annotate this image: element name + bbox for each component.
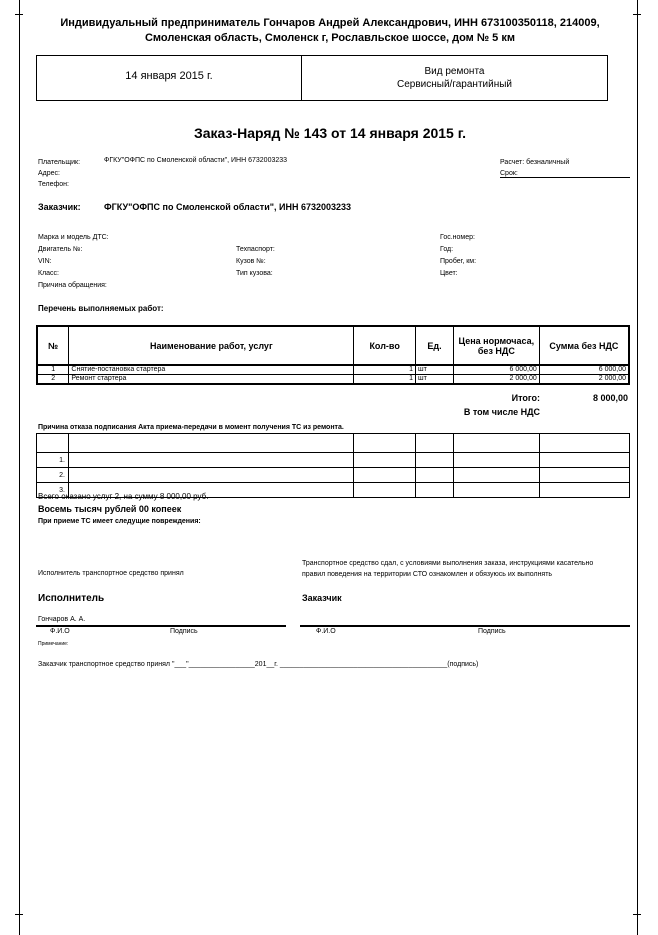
row-unit: шт: [416, 365, 454, 375]
col-name: Наименование работ, услуг: [69, 326, 354, 365]
body-no-label: Кузов №:: [236, 258, 266, 265]
vat-label: В том числе НДС: [463, 407, 540, 417]
col-number: №: [37, 326, 69, 365]
row-number: 2: [37, 375, 69, 385]
refusal-title: Причина отказа подписания Акта приема-передачи в момент получения ТС из ремонта.: [38, 424, 344, 431]
company-header-line1: Индивидуальный предприниматель Гончаров Андрей Александрович, ИНН 673100350118, 214009,: [60, 17, 600, 29]
page-left-border: [19, 0, 20, 935]
received-line: Заказчик транспортное средство принял "___"_________________201__г. ___________________________________________(подпись): [38, 661, 479, 668]
year-label: Год:: [440, 246, 454, 253]
row-price: 6 000,00: [453, 365, 539, 375]
date-box: [36, 55, 608, 101]
customer-accept-line1: Транспортное средство сдал, с условиями выполнения заказа, инструкциями касательно: [302, 560, 594, 567]
plate-label: Гос.номер:: [440, 234, 475, 241]
refusal-cell: 2.: [37, 468, 69, 483]
executor-fio-label: Ф.И.О: [50, 628, 70, 635]
address-label: Адрес:: [38, 170, 60, 177]
payment-label: Расчет: безналичный: [500, 159, 570, 166]
order-date: 14 января 2015 г.: [125, 70, 213, 82]
col-qty: Кол-во: [354, 326, 416, 365]
phone-label: Телефон:: [38, 181, 69, 188]
repair-type-label: Вид ремонта: [424, 66, 485, 77]
color-label: Цвет:: [440, 270, 458, 277]
note-label: Примечание:: [38, 641, 69, 647]
table-row: [37, 453, 630, 468]
customer-sign-label: Подпись: [478, 628, 506, 635]
table-row: [37, 468, 630, 483]
customer-heading: Заказчик: [302, 593, 342, 603]
corner-tick: [633, 914, 641, 915]
class-label: Класс:: [38, 270, 59, 277]
vehicle-col2: [236, 244, 275, 280]
customer-sign-line: [300, 625, 630, 627]
customer-label: Заказчик:: [38, 202, 81, 212]
executor-accept-text: Исполнитель транспортное средство принял: [38, 570, 184, 577]
table-row: [37, 365, 629, 375]
corner-tick: [15, 14, 23, 15]
refusal-table: [36, 433, 630, 498]
company-header: [30, 16, 630, 46]
total-value: 8 000,00: [592, 393, 628, 403]
customer-accept-line2: правил поведения на территории СТО ознакомлен и обязуюсь их выполнять: [302, 571, 553, 578]
col-price: Цена нормочаса, без НДС: [453, 326, 539, 365]
row-name: Ремонт стартера: [69, 375, 354, 385]
vin-label: VIN:: [38, 258, 52, 265]
payer-label: Плательщик:: [38, 159, 81, 166]
company-header-line2: Смоленская область, Смоленск г, Рославльское шоссе, дом № 5 км: [144, 32, 515, 44]
executor-heading: Исполнитель: [38, 593, 105, 604]
order-title: Заказ-Наряд № 143 от 14 января 2015 г.: [193, 125, 467, 141]
table-row: [37, 375, 629, 385]
refusal-cell: [37, 434, 69, 453]
passport-label: Техпаспорт:: [236, 246, 275, 253]
row-sum: 2 000,00: [539, 375, 629, 385]
corner-tick: [633, 14, 641, 15]
services-summary: Всего оказано услуг 2, на сумму 8 000,00 руб.: [38, 492, 209, 501]
body-type-label: Тип кузова:: [236, 270, 273, 277]
engine-label: Двигатель №:: [38, 246, 83, 253]
col-unit: Ед.: [416, 326, 454, 365]
page-right-border: [637, 0, 638, 935]
row-qty: 1: [354, 365, 416, 375]
term-underline: [500, 177, 630, 178]
executor-sign-label: Подпись: [170, 628, 198, 635]
works-table: [36, 325, 630, 385]
customer-value: ФГКУ"ОФПС по Смоленской области", ИНН 6732003233: [104, 202, 352, 212]
col-sum: Сумма без НДС: [539, 326, 629, 365]
mileage-label: Пробег, км:: [440, 258, 477, 265]
payer-value: ФГКУ"ОФПС по Смоленской области", ИНН 6732003233: [104, 157, 288, 164]
amount-in-words: Восемь тысяч рублей 00 копеек: [38, 504, 182, 514]
works-table-header: [37, 326, 629, 365]
term-label: Срок:: [500, 170, 518, 177]
payment-info: [500, 157, 569, 179]
executor-name: Гончаров А. А.: [38, 616, 86, 623]
row-name: Снятие-постановка стартера: [69, 365, 354, 375]
refusal-cell: 3.: [37, 483, 69, 498]
repair-type: [302, 65, 607, 91]
corner-tick: [15, 914, 23, 915]
table-row: [37, 434, 630, 453]
vehicle-col3: [440, 232, 476, 280]
damages-label: При приеме ТС имеет следущие повреждения:: [38, 518, 201, 525]
row-sum: 6 000,00: [539, 365, 629, 375]
row-qty: 1: [354, 375, 416, 385]
executor-sign-line: [36, 625, 286, 627]
reason-label: Причина обращения:: [38, 282, 107, 289]
payer-labels: [38, 157, 80, 190]
works-title: Перечень выполняемых работ:: [38, 304, 164, 313]
total-label: Итого:: [511, 393, 540, 403]
refusal-cell: 1.: [37, 453, 69, 468]
customer-accept-text: [302, 558, 632, 580]
row-unit: шт: [416, 375, 454, 385]
vehicle-col1: [38, 232, 109, 292]
vehicle-model-label: Марка и модель ДТС:: [38, 234, 109, 241]
repair-type-value: Сервисный/гарантийный: [397, 79, 512, 90]
row-number: 1: [37, 365, 69, 375]
customer-fio-label: Ф.И.О: [316, 628, 336, 635]
row-price: 2 000,00: [453, 375, 539, 385]
